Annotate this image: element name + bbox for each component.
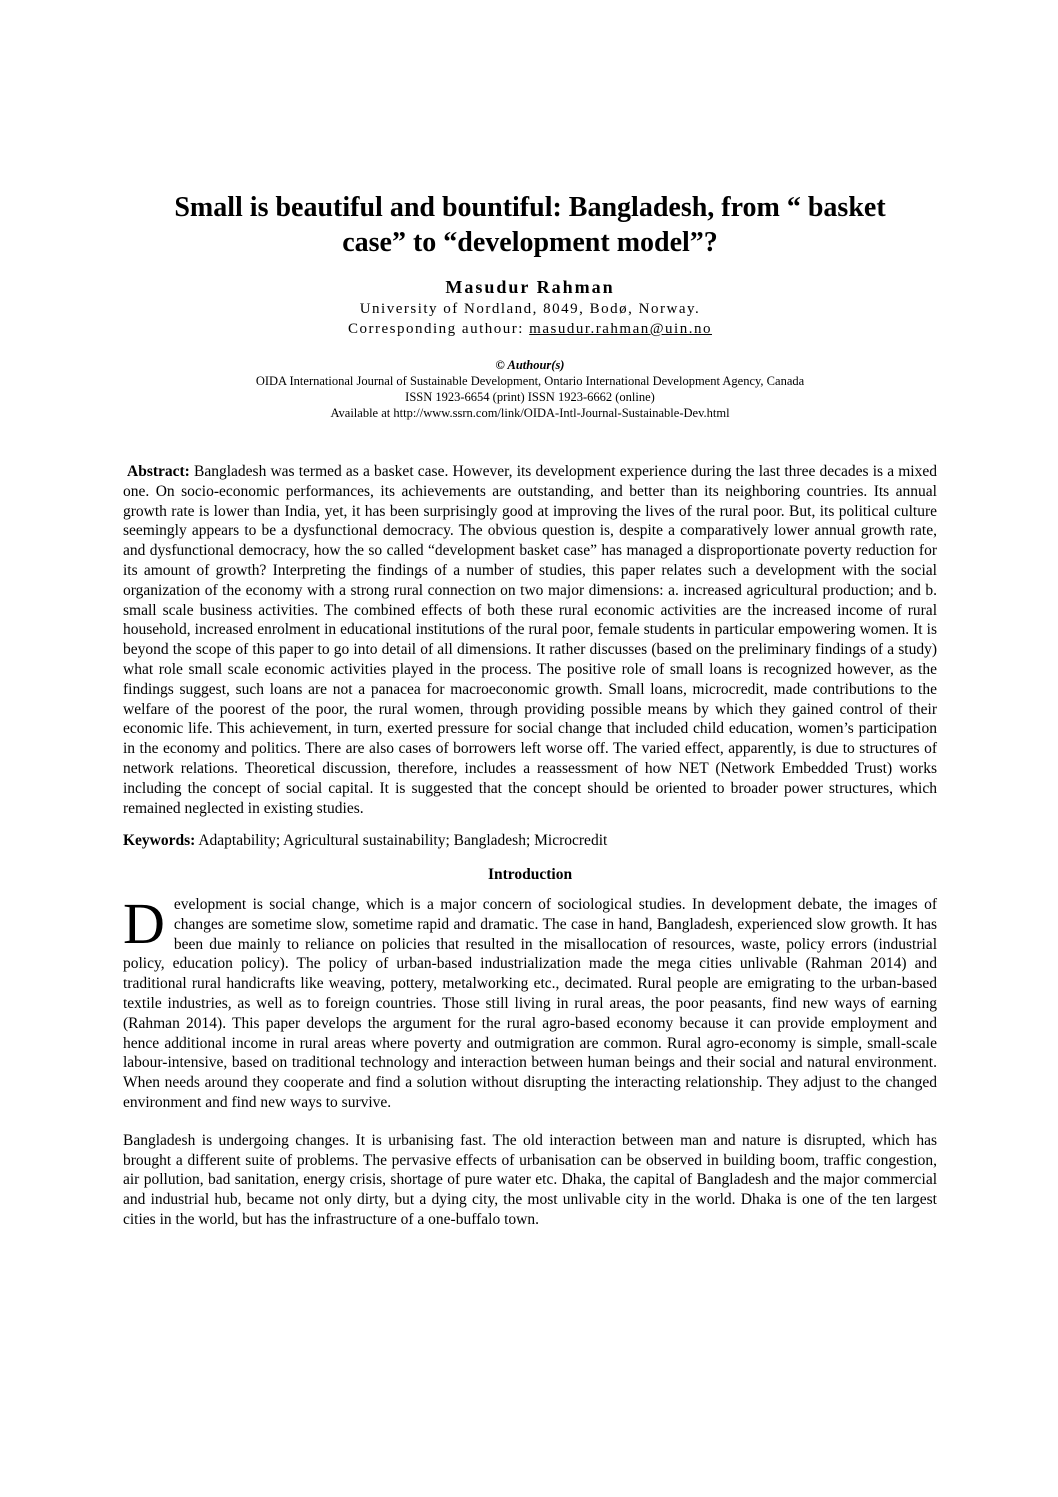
corresponding-author-line: [123, 321, 937, 338]
abstract-label: Abstract:: [127, 463, 190, 480]
author-affiliation: University of Nordland, 8049, Bodø, Norway.: [359, 301, 701, 317]
title-line-1: Small is beautiful and bountiful: Bangladesh, from “ basket: [174, 192, 886, 223]
issn-line: ISSN 1923-6654 (print) ISSN 1923-6662 (online): [405, 390, 655, 404]
imprint-block: [123, 357, 937, 421]
page-title: [123, 190, 937, 260]
email-link[interactable]: masudur.rahman@uin.no: [529, 321, 712, 337]
abstract-text: Bangladesh was termed as a basket case. However, its development experience during the last three decades is a mixed one. On socio-economic performances, its achievements are outstanding, and better than its neighboring countries. Its annual growth rate is lower than India, yet, it has been surprisingly good at improving the lives of the rural poor. But, its political culture seemingly appears to be a dysfunctional democracy. The obvious question is, despite a comparatively lower annual growth rate, and dysfunctional democracy, how the so called “development basket case” has managed a disproportionate poverty reduction for its amount of growth? Interpreting the findings of a number of studies, this paper relates such a development with the social organization of the economy with a strong rural connection on two major dimensions: a. increased agricultural production; and b. small scale business activities. The combined effects of both these rural economic activities are the increased income of rural household, increased enrolment in educational institutions of the rural poor, female students in particular empowering women. It is beyond the scope of this paper to go into detail of all dimensions. It rather discusses (based on the preliminary findings of a study) what role small scale economic activities played in the process. The positive role of small loans is recognized however, as the findings suggest, such loans are not a panacea for macroeconomic growth. Small loans, microcredit, made contributions to the welfare of the poorest of the poor, the rural women, through providing possible means by which they gained control of their economic life. This achievement, in turn, exerted pressure for social change that included child education, women’s participation in the economy and politics. There are also cases of borrowers left worse off. The varied effect, apparently, is due to structures of network relations. Theoretical discussion, therefore, includes a reassessment of how NET (Network Embedded Trust) works including the concept of social capital. It is suggested that the concept should be oriented to broader power structures, which remained neglected in existing studies.: [123, 463, 937, 817]
keywords-line: [123, 831, 937, 851]
keywords-text: Adaptability; Agricultural sustainability; Bangladesh; Microcredit: [198, 832, 608, 850]
drop-cap: D: [123, 890, 165, 956]
availability-line: Available at http://www.ssrn.com/link/OIDA-Intl-Journal-Sustainable-Dev.html: [330, 406, 730, 420]
corresponding-label: Corresponding authour:: [348, 321, 524, 337]
journal-line: OIDA International Journal of Sustainable Development, Ontario International Development Agency, Canada: [255, 374, 805, 388]
title-line-2: case” to “development model”?: [342, 227, 718, 258]
introduction-paragraph-1: [123, 890, 937, 1113]
abstract-paragraph: [123, 462, 937, 818]
introduction-paragraph-1-text: evelopment is social change, which is a major concern of sociological studies. In development debate, the images of changes are sometime slow, sometime rapid and dramatic. The case in hand, Bangladesh, experienced slow growth. It has been due mainly to reliance on policies that resulted in the misallocation of resources, waste, policy errors (industrial policy, education policy). The policy of urban-based industrialization made the mega cities unlivable (Rahman 2014) and traditional rural handicrafts like weaving, pottery, metalworking etc., decimated. Rural people are emigrating to the urban-based textile industries, as well as to foreign countries. Those still living in rural areas, the poor peasants, find new ways of earning (Rahman 2014). This paper develops the argument for the rural agro-based economy because it can provide employment and hence additional income in rural areas where poverty and outmigration are common. Rural agro-economy is simple, small-scale labour-intensive, based on traditional technology and interaction between human beings and their social and natural environment. When needs around they cooperate and find a solution without disrupting the interacting relationship. They adjust to the changed environment and find new ways to survive.: [123, 895, 937, 1111]
introduction-paragraph-2: Bangladesh is undergoing changes. It is urbanising fast. The old interaction between man and nature is disrupted, which has brought a different suite of problems. The pervasive effects of urbanisation can be observed in building boom, traffic congestion, air pollution, bad sanitation, energy crisis, shortage of pure water etc. Dhaka, the capital of Bangladesh and the major commercial and industrial hub, became not only dirty, but a dying city, the most unlivable city in the world. Dhaka is one of the ten largest cities in the world, but has the infrastructure of a one-buffalo town.: [123, 1131, 937, 1228]
introduction-heading: Introduction: [487, 866, 573, 884]
author-name: Masudur Rahman: [445, 277, 615, 297]
page-content: [123, 0, 937, 1230]
copyright-line: © Authour(s): [495, 358, 565, 372]
keywords-label: Keywords:: [123, 832, 196, 850]
